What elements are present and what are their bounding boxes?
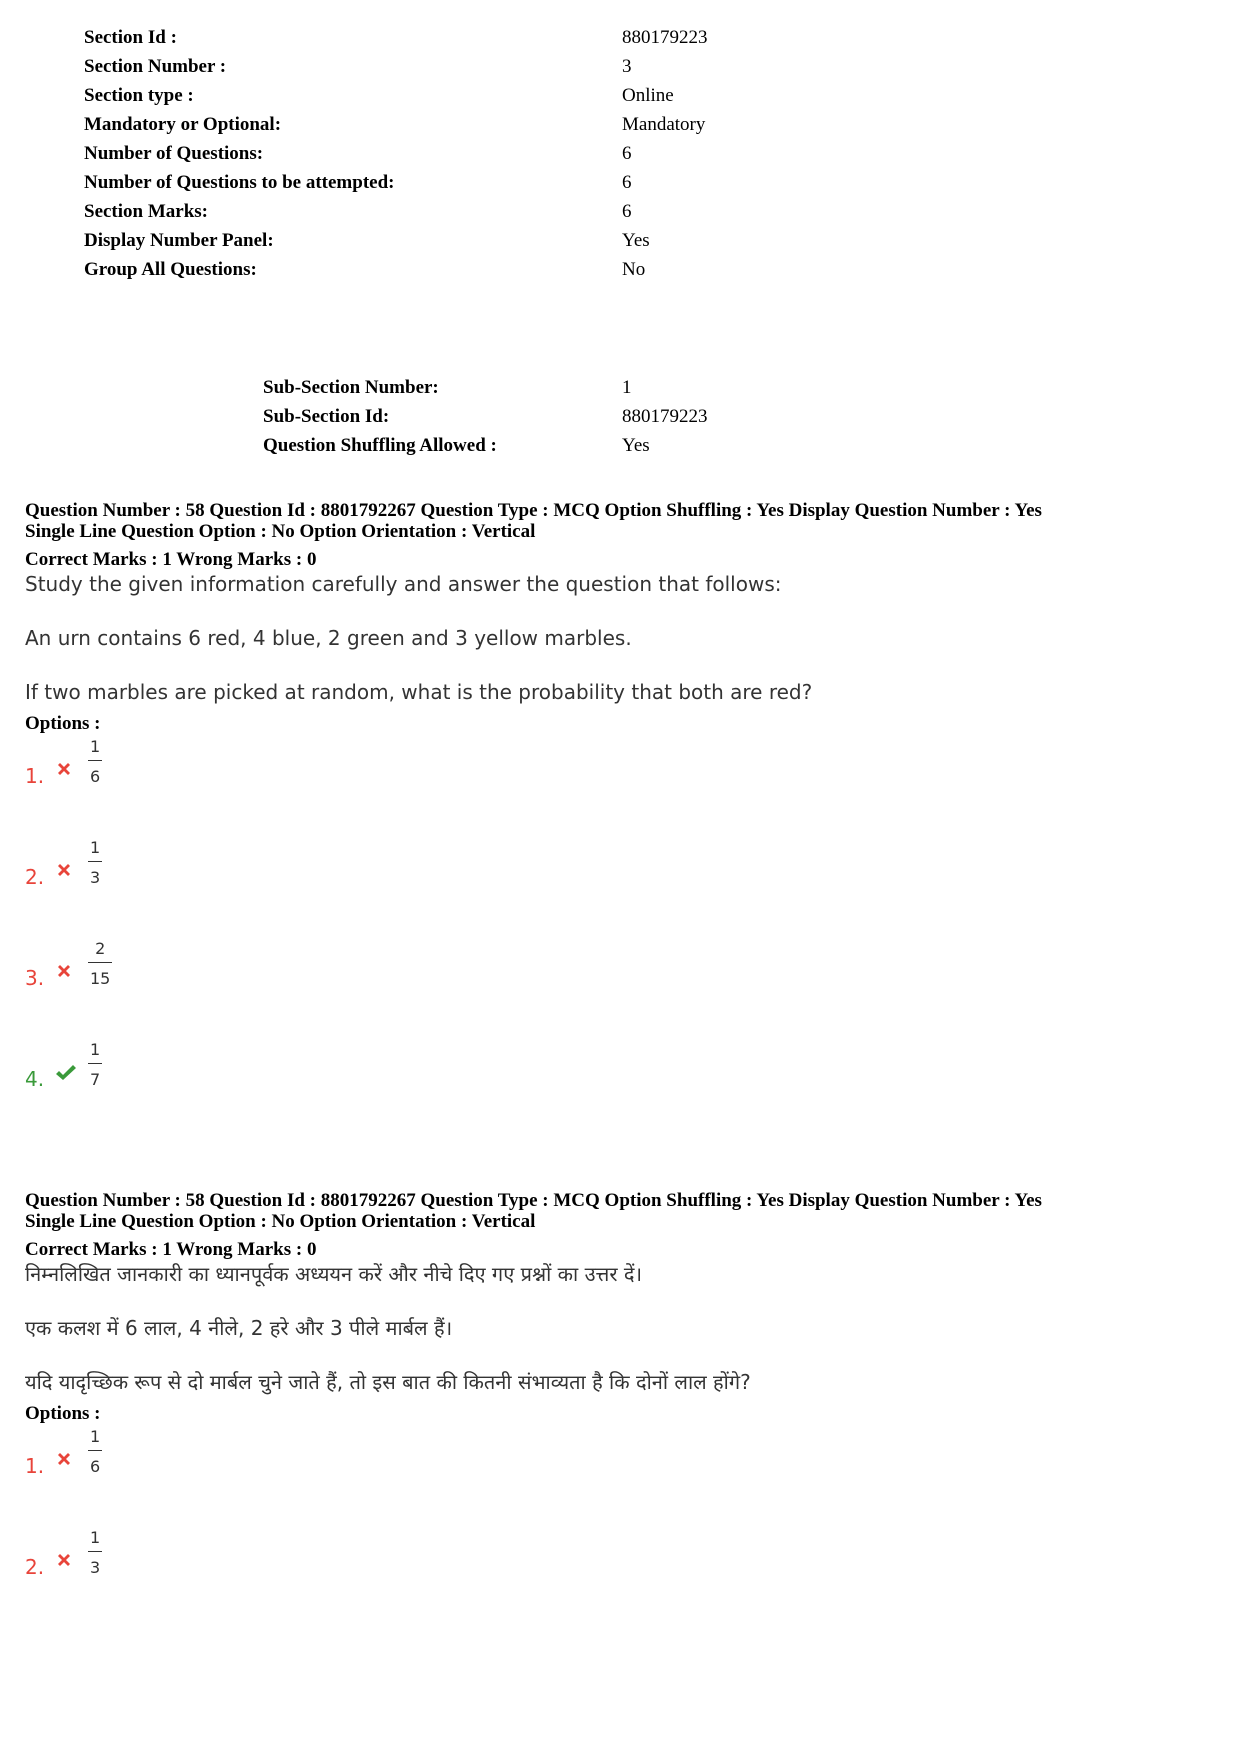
options-label: Options : xyxy=(25,713,101,734)
subsection-field-value: 1 xyxy=(622,377,632,398)
check-icon xyxy=(55,1063,73,1081)
option-fraction xyxy=(88,1527,102,1579)
cross-icon xyxy=(55,1551,73,1569)
section-field-row xyxy=(84,168,708,197)
question-paragraph: If two marbles are picked at random, what is the probability that both are red? xyxy=(25,680,813,704)
cross-icon xyxy=(55,962,73,980)
section-field-row xyxy=(84,139,708,168)
question-paragraph: यदि यादृच्छिक रूप से दो मार्बल चुने जाते हैं, तो इस बात की कितनी संभाव्यता है कि दोनों लाल होंगे? xyxy=(25,1370,751,1394)
section-field-label: Number of Questions: xyxy=(84,143,264,164)
fraction-bar xyxy=(88,1450,102,1451)
cross-icon xyxy=(55,1450,73,1468)
fraction-numerator: 1 xyxy=(90,737,101,756)
section-field-value: 6 xyxy=(622,201,632,222)
fraction-denominator: 3 xyxy=(90,1558,101,1577)
section-info-table xyxy=(84,23,708,284)
option-item xyxy=(25,736,1215,837)
subsection-field-row xyxy=(263,373,708,402)
section-field-label: Section Number : xyxy=(84,56,227,77)
fraction-bar xyxy=(88,861,102,862)
options-list xyxy=(25,1426,1215,1628)
fraction-bar xyxy=(88,962,112,963)
section-field-value: 3 xyxy=(622,56,632,77)
question-block xyxy=(25,1190,1215,1628)
subsection-field-row xyxy=(263,402,708,431)
option-fraction xyxy=(88,938,112,990)
subsection-field-label: Sub-Section Number: xyxy=(263,377,439,398)
subsection-field-label: Question Shuffling Allowed : xyxy=(263,435,497,456)
question-paragraph: निम्नलिखित जानकारी का ध्यानपूर्वक अध्ययन करें और नीचे दिए गए प्रश्नों का उत्तर दें। xyxy=(25,1262,643,1286)
section-field-label: Group All Questions: xyxy=(84,259,257,280)
section-field-value: 880179223 xyxy=(622,27,708,48)
option-fraction xyxy=(88,1426,102,1478)
fraction-numerator: 1 xyxy=(90,1040,101,1059)
fraction-numerator: 2 xyxy=(95,939,106,958)
option-number: 1. xyxy=(25,1454,45,1478)
section-field-value: Yes xyxy=(622,230,650,251)
option-item xyxy=(25,938,1215,1039)
option-number: 2. xyxy=(25,1555,45,1579)
question-meta-line: Question Number : 58 Question Id : 8801792267 Question Type : MCQ Option Shuffling : Yes Display Question Number : Yes xyxy=(25,1190,1042,1211)
section-field-value: 6 xyxy=(622,172,632,193)
subsection-info-table xyxy=(263,373,708,460)
fraction-numerator: 1 xyxy=(90,838,101,857)
option-number: 3. xyxy=(25,966,45,990)
option-item xyxy=(25,837,1215,938)
question-paragraph: एक कलश में 6 लाल, 4 नीले, 2 हरे और 3 पीले मार्बल हैं। xyxy=(25,1316,453,1340)
question-meta-line: Question Number : 58 Question Id : 8801792267 Question Type : MCQ Option Shuffling : Yes Display Question Number : Yes xyxy=(25,500,1042,521)
question-paragraph: Study the given information carefully and answer the question that follows: xyxy=(25,572,782,596)
fraction-numerator: 1 xyxy=(90,1427,101,1446)
section-field-value: 6 xyxy=(622,143,632,164)
option-number: 4. xyxy=(25,1067,45,1091)
section-field-row xyxy=(84,52,708,81)
section-field-row xyxy=(84,81,708,110)
option-number: 2. xyxy=(25,865,45,889)
fraction-denominator: 3 xyxy=(90,868,101,887)
section-field-row xyxy=(84,255,708,284)
section-field-value: Mandatory xyxy=(622,114,706,135)
section-field-label: Section Id : xyxy=(84,27,177,48)
section-field-label: Display Number Panel: xyxy=(84,230,274,251)
question-meta-line: Single Line Question Option : No Option Orientation : Vertical xyxy=(25,1211,536,1232)
fraction-denominator: 6 xyxy=(90,767,101,786)
option-item xyxy=(25,1039,1215,1140)
section-field-row xyxy=(84,110,708,139)
subsection-field-row xyxy=(263,431,708,460)
option-item xyxy=(25,1426,1215,1527)
fraction-numerator: 1 xyxy=(90,1528,101,1547)
question-text xyxy=(25,1260,1215,1402)
option-item xyxy=(25,1527,1215,1628)
question-meta-line: Single Line Question Option : No Option Orientation : Vertical xyxy=(25,521,536,542)
fraction-denominator: 15 xyxy=(90,969,111,988)
question-marks: Correct Marks : 1 Wrong Marks : 0 xyxy=(25,1239,317,1260)
options-list xyxy=(25,736,1215,1140)
section-field-label: Number of Questions to be attempted: xyxy=(84,172,395,193)
section-field-row xyxy=(84,226,708,255)
fraction-denominator: 7 xyxy=(90,1070,101,1089)
option-number: 1. xyxy=(25,764,45,788)
option-fraction xyxy=(88,837,102,889)
question-text xyxy=(25,570,1215,712)
fraction-bar xyxy=(88,1063,102,1064)
options-label: Options : xyxy=(25,1403,101,1424)
question-meta xyxy=(25,1190,1215,1232)
section-field-value: Online xyxy=(622,85,674,106)
option-fraction xyxy=(88,736,102,788)
question-meta xyxy=(25,500,1215,542)
fraction-bar xyxy=(88,760,102,761)
section-field-label: Section type : xyxy=(84,85,194,106)
question-paragraph: An urn contains 6 red, 4 blue, 2 green and 3 yellow marbles. xyxy=(25,626,632,650)
section-field-value: No xyxy=(622,259,646,280)
subsection-field-value: 880179223 xyxy=(622,406,708,427)
fraction-bar xyxy=(88,1551,102,1552)
section-field-label: Section Marks: xyxy=(84,201,209,222)
cross-icon xyxy=(55,760,73,778)
option-fraction xyxy=(88,1039,102,1091)
question-marks: Correct Marks : 1 Wrong Marks : 0 xyxy=(25,549,317,570)
cross-icon xyxy=(55,861,73,879)
question-block xyxy=(25,500,1215,1140)
subsection-field-value: Yes xyxy=(622,435,650,456)
section-field-label: Mandatory or Optional: xyxy=(84,114,282,135)
fraction-denominator: 6 xyxy=(90,1457,101,1476)
section-field-row xyxy=(84,197,708,226)
section-field-row xyxy=(84,23,708,52)
subsection-field-label: Sub-Section Id: xyxy=(263,406,390,427)
